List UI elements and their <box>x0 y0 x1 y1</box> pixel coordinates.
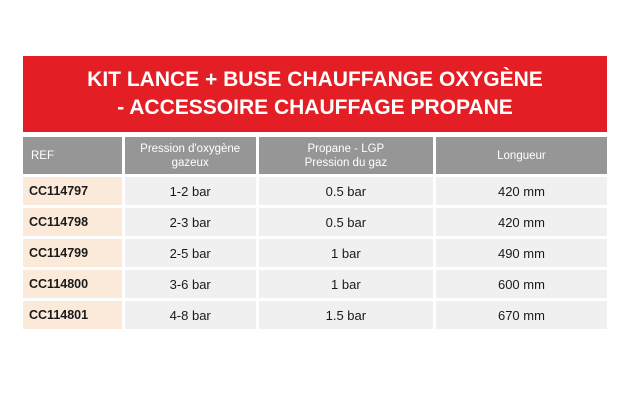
header-oxygen-line-1: Pression d'oxygène <box>140 142 241 155</box>
header-gas-line-2: Pression du gaz <box>304 156 388 169</box>
cell-oxygen-pressure: 4-8 bar <box>125 301 256 329</box>
header-ref <box>23 137 122 174</box>
cell-gas-pressure: 1 bar <box>259 239 433 267</box>
cell-length: 420 mm <box>436 177 607 205</box>
table-header-row <box>23 137 607 174</box>
cell-oxygen-pressure: 2-3 bar <box>125 208 256 236</box>
cell-length: 490 mm <box>436 239 607 267</box>
cell-length: 420 mm <box>436 208 607 236</box>
header-oxygen-label <box>140 142 240 170</box>
header-gas-line-1: Propane - LGP <box>307 142 385 155</box>
cell-length: 670 mm <box>436 301 607 329</box>
header-length <box>436 137 607 174</box>
cell-gas-pressure: 0.5 bar <box>259 208 433 236</box>
cell-oxygen-pressure: 2-5 bar <box>125 239 256 267</box>
header-length-label: Longueur <box>497 149 546 162</box>
cell-gas-pressure: 0.5 bar <box>259 177 433 205</box>
title-line-1: KIT LANCE + BUSE CHAUFFANGE OXYGÈNE <box>87 68 543 91</box>
cell-length: 600 mm <box>436 270 607 298</box>
cell-gas-pressure: 1.5 bar <box>259 301 433 329</box>
header-oxygen-pressure <box>125 137 256 174</box>
cell-oxygen-pressure: 1-2 bar <box>125 177 256 205</box>
cell-ref: CC114801 <box>23 301 122 329</box>
table-row <box>23 239 607 267</box>
cell-gas-pressure: 1 bar <box>259 270 433 298</box>
cell-ref: CC114800 <box>23 270 122 298</box>
cell-ref: CC114798 <box>23 208 122 236</box>
cell-ref: CC114799 <box>23 239 122 267</box>
header-gas-label <box>305 142 387 170</box>
table-row <box>23 301 607 329</box>
table-row <box>23 208 607 236</box>
header-ref-label: REF <box>31 149 54 162</box>
cell-ref: CC114797 <box>23 177 122 205</box>
table-row <box>23 177 607 205</box>
header-oxygen-line-2: gazeux <box>171 156 209 169</box>
title-line-2: - ACCESSOIRE CHAUFFAGE PROPANE <box>117 96 513 119</box>
cell-oxygen-pressure: 3-6 bar <box>125 270 256 298</box>
spec-table <box>23 137 607 332</box>
table-row <box>23 270 607 298</box>
header-gas-pressure <box>259 137 433 174</box>
title-banner <box>23 56 607 132</box>
